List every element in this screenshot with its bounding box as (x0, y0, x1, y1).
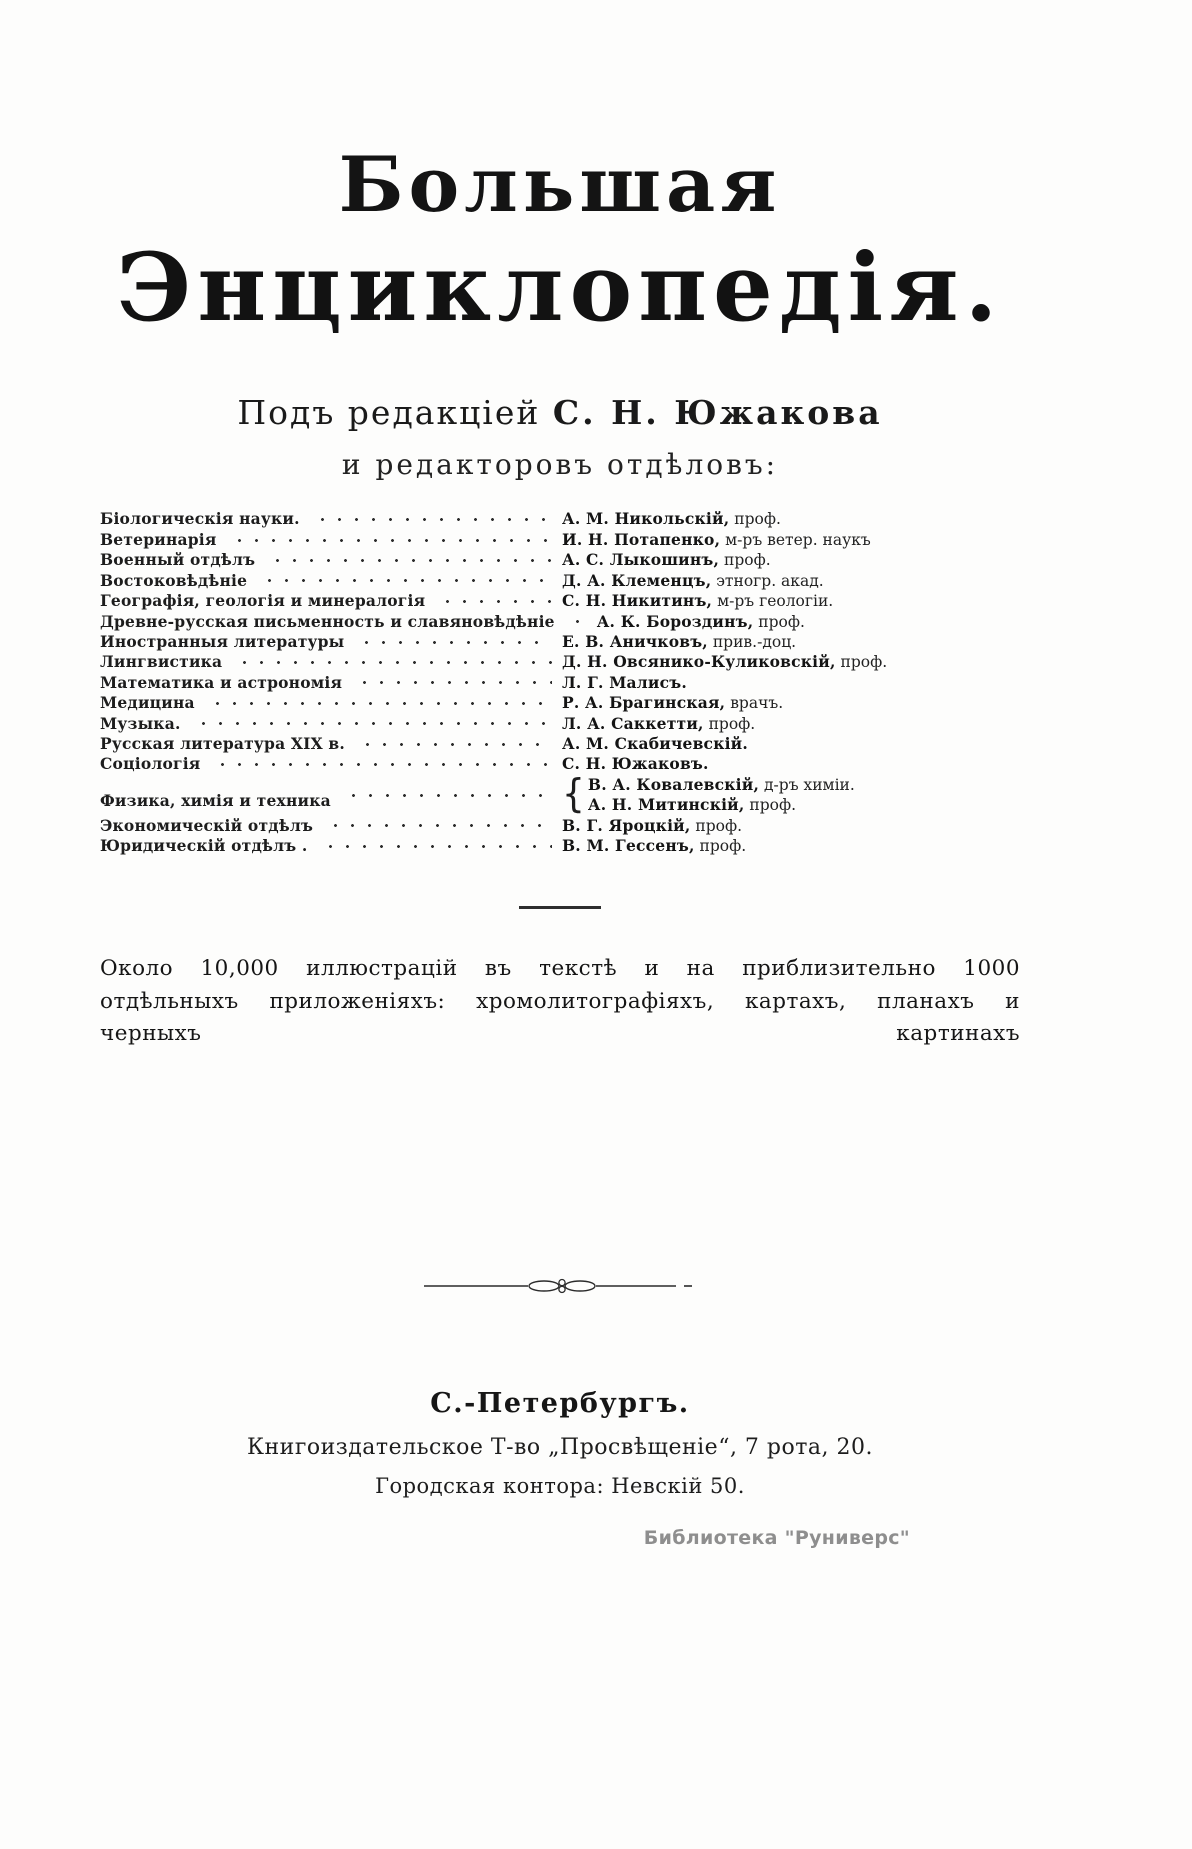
department-label: Географія, геологія и минералогія (100, 591, 426, 611)
editor-title: врачъ. (730, 694, 784, 713)
editor-cell (562, 836, 1020, 856)
department-label: Древне-русская письменность и славяновѣдѣніе (100, 611, 555, 631)
library-watermark: Библиотека "Руниверс" (643, 1527, 910, 1549)
editor-name: И. Н. Потапенко, (562, 529, 721, 549)
department-row (100, 571, 1020, 591)
editor-name: В. М. Гессенъ, (562, 835, 695, 855)
editor-line (588, 775, 855, 795)
edited-by-line (100, 393, 1020, 432)
editor-title: проф. (699, 836, 747, 855)
editor-name: Д. А. Клеменцъ, (562, 570, 712, 590)
editor-cell (562, 652, 1020, 672)
book-title-line1: Большая (338, 140, 782, 229)
editor-name: Л. Г. Малисъ. (562, 672, 687, 692)
editor-name: А. М. Скабичевскій. (562, 733, 748, 753)
editor-name: С. Н. Никитинъ, (562, 591, 713, 611)
editor-cell (562, 530, 1020, 550)
department-row (100, 734, 1020, 754)
department-row (100, 836, 1020, 856)
editor-title: проф. (758, 612, 805, 631)
dot-leader (327, 819, 552, 832)
department-row (100, 591, 1020, 611)
department-row (100, 816, 1020, 836)
editor-title: прив.-доц. (712, 632, 797, 651)
brace-glyph: { (562, 772, 585, 817)
department-row (100, 509, 1020, 529)
editor-line (588, 795, 855, 815)
editor-cell (562, 816, 1020, 836)
department-row-physics (100, 772, 1020, 817)
editor-cell (562, 693, 1020, 713)
department-label: Ветеринарія (100, 529, 217, 549)
editor-name: Л. А. Саккетти, (562, 713, 704, 733)
dot-leader (261, 574, 552, 587)
department-row (100, 632, 1020, 652)
editor-name: Е. В. Аничковъ, (562, 631, 708, 651)
editor-name: В. А. Ковалевскій, (587, 774, 760, 794)
editor-title: проф. (840, 653, 888, 672)
editor-name: А. С. Лыкошинъ, (562, 550, 720, 570)
separator-rule (519, 906, 601, 909)
editor-cell (562, 734, 1020, 754)
editor-cell (562, 714, 1020, 734)
dot-leader (359, 738, 552, 751)
editor-cell (562, 550, 1020, 570)
dot-leader (236, 656, 552, 669)
editor-title: проф. (695, 816, 743, 835)
editor-name: А. Н. Митинскій, (587, 795, 745, 815)
departments-list (100, 509, 1020, 856)
dot-leader (214, 758, 552, 771)
editor-cell (562, 632, 1020, 652)
editor-cell (562, 571, 1020, 591)
department-row (100, 673, 1020, 693)
department-row (100, 612, 1020, 632)
editor-title: м-ръ ветер. наукъ (725, 530, 871, 549)
editor-title: проф. (749, 796, 797, 815)
dot-leader (209, 697, 552, 710)
department-label: Экономическій отдѣлъ (100, 815, 314, 835)
dot-leader (322, 840, 552, 853)
editor-cell (562, 509, 1020, 529)
editor-title: проф. (724, 551, 771, 570)
editor-lines (588, 775, 855, 816)
content-block (100, 140, 1020, 1499)
editor-name: Д. Н. Овсянико-Куликовскій, (562, 652, 836, 672)
editor-name: А. М. Никольскій, (562, 509, 730, 529)
department-label: Математика и астрономія (100, 672, 343, 692)
edition-description: Около 10,000 иллюстрацій въ текстѣ и на приблизительно 1000 отдѣльныхъ приложеніяхъ: хромолитографіяхъ, картахъ, планахъ и черныхъ картинахъ (100, 956, 1020, 1046)
imprint-office: Городская контора: Невскій 50. (375, 1474, 745, 1499)
department-label: Востоковѣдѣніе (100, 570, 248, 590)
editor-title: д-ръ химіи. (763, 775, 855, 794)
imprint-city: С.-Петербургъ. (430, 1388, 690, 1420)
dot-leader (356, 676, 552, 689)
editor-title: м-ръ геологіи. (717, 592, 834, 611)
editor-name: А. К. Бороздинъ, (596, 611, 754, 631)
editor-cell (562, 673, 1020, 693)
department-label: Русская литература XIX в. (100, 733, 345, 753)
editor-cell (562, 772, 1020, 817)
department-label: Юридическій отдѣлъ . (100, 835, 308, 855)
editor-title: этногр. акад. (716, 571, 824, 590)
dot-leader (314, 513, 552, 526)
editor-title: проф. (734, 510, 781, 529)
department-row (100, 530, 1020, 550)
editor-cell (597, 612, 1055, 632)
department-row (100, 754, 1020, 774)
dot-leader (358, 636, 552, 649)
editor-name: Р. А. Брагинская, (562, 693, 726, 713)
editor-name: В. Г. Яроцкій, (562, 815, 691, 835)
editor-title: проф. (708, 714, 756, 733)
section-editors-line: и редакторовъ отдѣловъ: (341, 448, 779, 482)
department-row (100, 652, 1020, 672)
dot-leader (231, 534, 552, 547)
editor-cell (562, 754, 1020, 774)
department-label: Военный отдѣлъ (100, 550, 256, 570)
imprint-publisher: Книгоиздательское Т-во „Просвѣщеніе“, 7 рота, 20. (246, 1435, 874, 1461)
edited-by-prefix: Подъ редакціей (237, 393, 541, 433)
chief-editor-name: С. Н. Южакова (552, 393, 883, 433)
department-row (100, 714, 1020, 734)
department-label: Соціологія (100, 754, 201, 774)
editor-name: С. Н. Южаковъ. (562, 754, 709, 774)
dot-leader (195, 717, 552, 730)
department-row (100, 693, 1020, 713)
ornament-divider (424, 1276, 696, 1296)
dot-leader (269, 554, 552, 567)
dot-leader (569, 615, 587, 628)
dot-leader (345, 789, 552, 802)
department-label: Физика, химія и техника (100, 791, 331, 811)
department-row (100, 550, 1020, 570)
ornament-graphic (424, 1276, 696, 1296)
book-title-line2: Энциклопедія. (116, 232, 1004, 343)
department-label: Медицина (100, 693, 195, 713)
department-label: Лингвистика (100, 652, 223, 672)
editor-cell (562, 591, 1020, 611)
department-label: Біологическія науки. (100, 509, 300, 529)
department-label: Музыка. (100, 713, 181, 733)
dot-leader (439, 595, 552, 608)
department-label: Иностранныя литературы (100, 631, 345, 651)
